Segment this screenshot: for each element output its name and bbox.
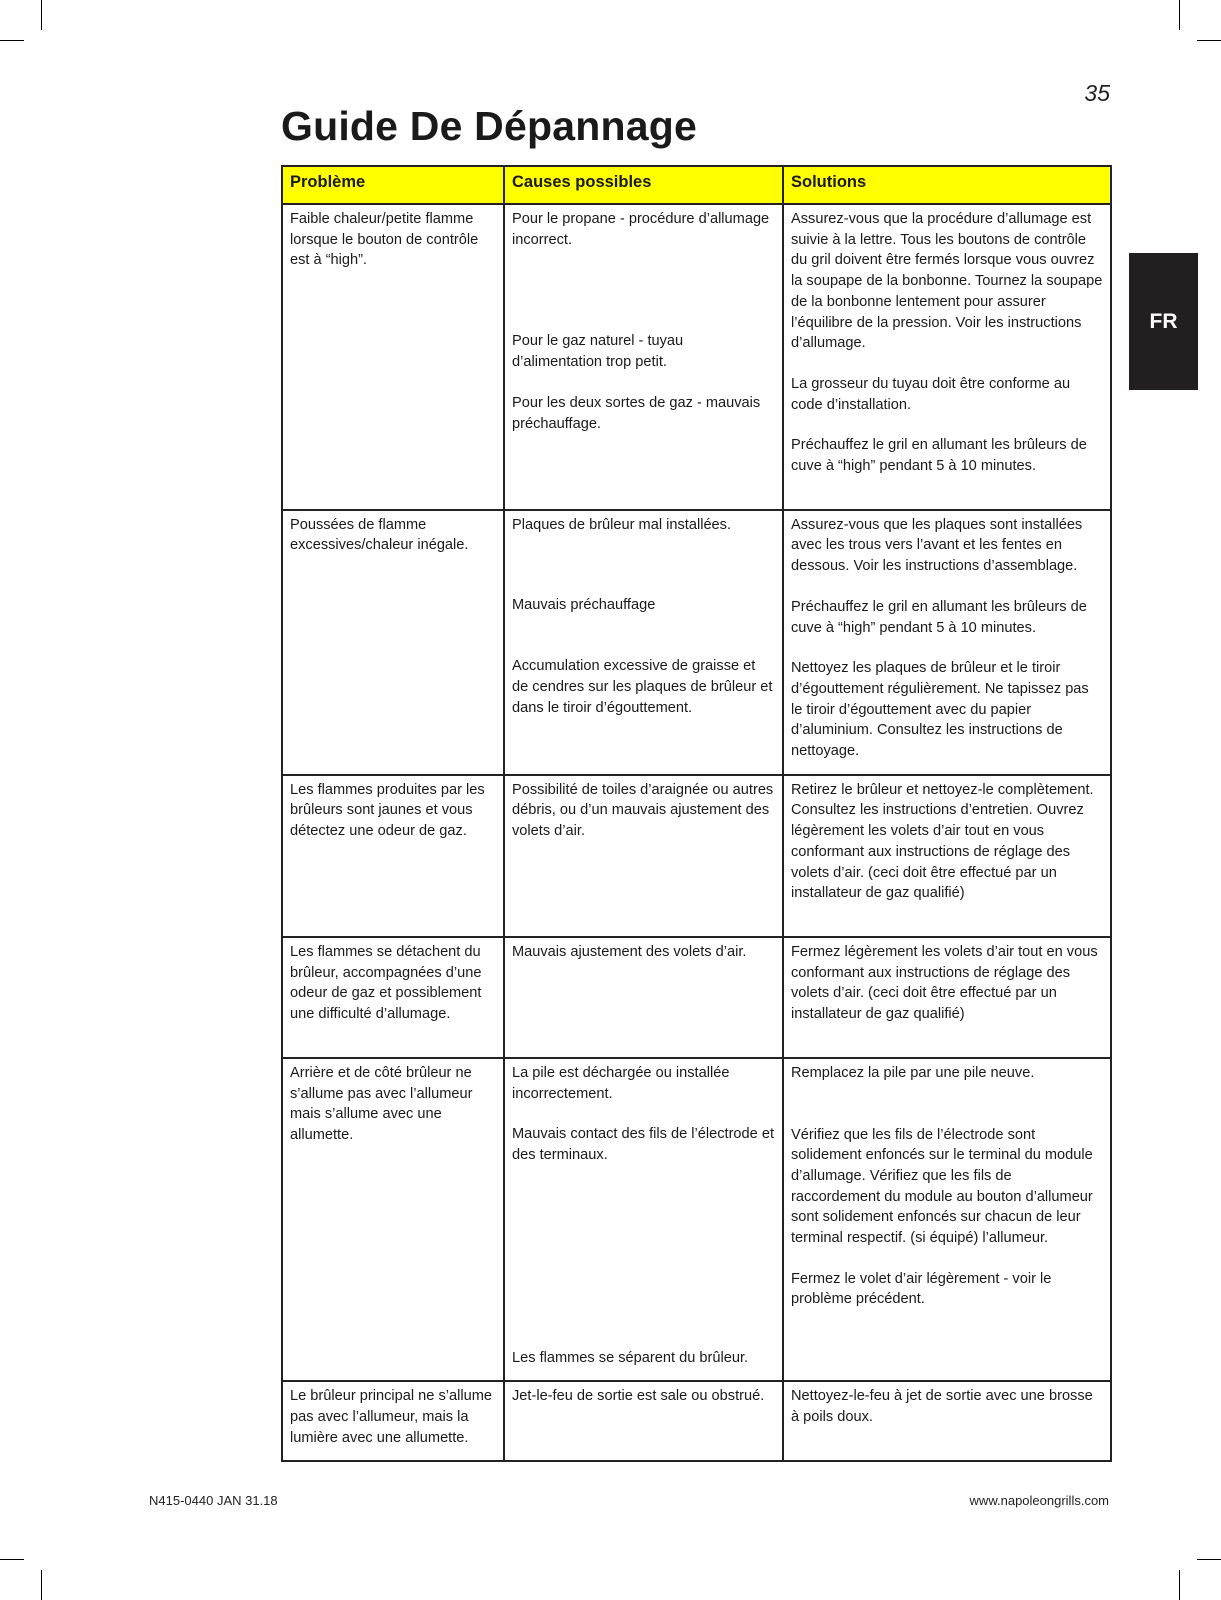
solution-text: Remplacez la pile par une pile neuve. <box>791 1064 1035 1081</box>
solution-text: Nettoyez les plaques de brûleur et le tiroir d’égouttement régulièrement. Ne tapissez pas le tiroir d’égouttement avec du papier d’aluminium. Consultez les instructions de nettoyage. <box>791 660 1089 760</box>
causes-cell <box>504 775 783 937</box>
page-title: Guide De Dépannage <box>281 103 697 149</box>
problem-cell <box>282 937 504 1058</box>
crop-mark <box>1197 40 1221 41</box>
cause-text: La pile est déchargée ou installée incorrectement. <box>512 1064 730 1102</box>
header-problem: Problème <box>282 166 504 204</box>
problem-text: Arrière et de côté brûleur ne s’allume pas avec l’allumeur mais s’allume avec une allumette. <box>290 1064 473 1143</box>
cause-text: Pour les deux sortes de gaz - mauvais préchauffage. <box>512 394 761 432</box>
header-solutions: Solutions <box>783 166 1111 204</box>
troubleshooting-table <box>281 165 1112 1462</box>
language-tab <box>1129 253 1198 390</box>
cause-text: Possibilité de toiles d’araignée ou autres débris, ou d’un mauvais ajustement des volets d’air. <box>512 781 774 840</box>
table-header-row <box>282 166 1111 204</box>
table-row <box>282 204 1111 510</box>
cause-text: Accumulation excessive de graisse et de cendres sur les plaques de brûleur et dans le tiroir d’égouttement. <box>512 658 773 716</box>
cause-text: Les flammes se séparent du brûleur. <box>512 1349 749 1366</box>
problem-cell <box>282 204 504 510</box>
solution-text: Préchauffez le gril en allumant les brûleurs de cuve à “high” pendant 5 à 10 minutes. <box>791 437 1087 475</box>
solution-text: La grosseur du tuyau doit être conforme au code d’installation. <box>791 375 1071 413</box>
solution-text: Vérifiez que les fils de l’électrode sont solidement enfoncés sur le terminal du module d’allumage. Vérifiez que les fils de raccordement du module au bouton d’allumeur sont solidement enfoncés sur chacun de leur terminal respectif. (si équipé) l’allumeur. <box>791 1126 1093 1247</box>
solution-text: Nettoyez-le-feu à jet de sortie avec une brosse à poils doux. <box>791 1388 1093 1426</box>
problem-text: Le brûleur principal ne s’allume pas avec l’allumeur, mais la lumière avec une allumette. <box>290 1388 492 1446</box>
cause-text: Jet-le-feu de sortie est sale ou obstrué. <box>512 1388 765 1405</box>
table-row <box>282 1058 1111 1382</box>
solution-text: Assurez-vous que la procédure d’allumage est suivie à la lettre. Tous les boutons de contrôle du gril doivent être fermés lorsque vous ouvrez la soupape de la bonbonne. Tournez la soupape de la bonbonne lentement pour assurer l’équilibre de la pression. Voir les instructions d’allumage. <box>791 211 1103 352</box>
table-row <box>282 775 1111 937</box>
problem-text: Poussées de flamme excessives/chaleur inégale. <box>290 516 469 554</box>
cause-text: Mauvais préchauffage <box>512 597 656 614</box>
solutions-cell <box>783 937 1111 1058</box>
crop-mark <box>1179 0 1180 30</box>
language-tab-label: FR <box>1149 309 1178 333</box>
crop-mark <box>0 1559 24 1560</box>
table-row <box>282 937 1111 1058</box>
solutions-cell <box>783 1381 1111 1461</box>
crop-mark <box>41 1570 42 1600</box>
solutions-cell <box>783 204 1111 510</box>
cause-text: Mauvais contact des fils de l’électrode et des terminaux. <box>512 1126 775 1163</box>
problem-cell <box>282 510 504 775</box>
problem-text: Les flammes produites par les brûleurs sont jaunes et vous détectez une odeur de gaz. <box>290 781 485 840</box>
solution-text: Retirez le brûleur et nettoyez-le complètement. Consultez les instructions d’entretien. Ouvrez légèrement les volets d’air tout en vous conformant aux instructions de réglage des volets d’air. (ceci doit être effectué par un installateur de gaz qualifié) <box>791 781 1094 902</box>
problem-cell <box>282 1381 504 1461</box>
solution-text: Fermez légèrement les volets d’air tout en vous conformant aux instructions de réglage des volets d’air. (ceci doit être effectué par un installateur de gaz qualifié) <box>791 943 1098 1023</box>
table-row <box>282 1381 1111 1461</box>
problem-text: Les flammes se détachent du brûleur, accompagnées d’une odeur de gaz et possiblement une difficulté d’allumage. <box>290 943 482 1023</box>
causes-cell <box>504 510 783 775</box>
table-row <box>282 510 1111 775</box>
solution-text: Préchauffez le gril en allumant les brûleurs de cuve à “high” pendant 5 à 10 minutes. <box>791 598 1087 636</box>
document-code: N415-0440 JAN 31.18 <box>149 1493 278 1508</box>
page-number: 35 <box>1084 80 1110 106</box>
cause-text: Plaques de brûleur mal installées. <box>512 516 732 533</box>
causes-cell <box>504 937 783 1058</box>
problem-cell <box>282 1058 504 1382</box>
crop-mark <box>0 40 24 41</box>
causes-cell <box>504 1058 783 1382</box>
header-causes: Causes possibles <box>504 166 783 204</box>
website-link[interactable]: www.napoleongrills.com <box>969 1493 1109 1508</box>
solutions-cell <box>783 775 1111 937</box>
cause-text: Pour le gaz naturel - tuyau d’alimentation trop petit. <box>512 333 684 371</box>
solution-text: Assurez-vous que les plaques sont installées avec les trous vers l’avant et les fentes en dessous. Voir les instructions d’assemblage. <box>791 516 1083 575</box>
crop-mark <box>41 0 42 30</box>
cause-text: Mauvais ajustement des volets d’air. <box>512 943 747 960</box>
causes-cell <box>504 204 783 510</box>
causes-cell <box>504 1381 783 1461</box>
solutions-cell <box>783 1058 1111 1382</box>
problem-cell <box>282 775 504 937</box>
crop-mark <box>1179 1570 1180 1600</box>
cause-text: Pour le propane - procédure d’allumage incorrect. <box>512 211 770 248</box>
solution-text: Fermez le volet d’air légèrement - voir le problème précédent. <box>791 1270 1052 1308</box>
problem-text: Faible chaleur/petite flamme lorsque le bouton de contrôle est à “high”. <box>290 211 479 269</box>
crop-mark <box>1197 1559 1221 1560</box>
solutions-cell <box>783 510 1111 775</box>
